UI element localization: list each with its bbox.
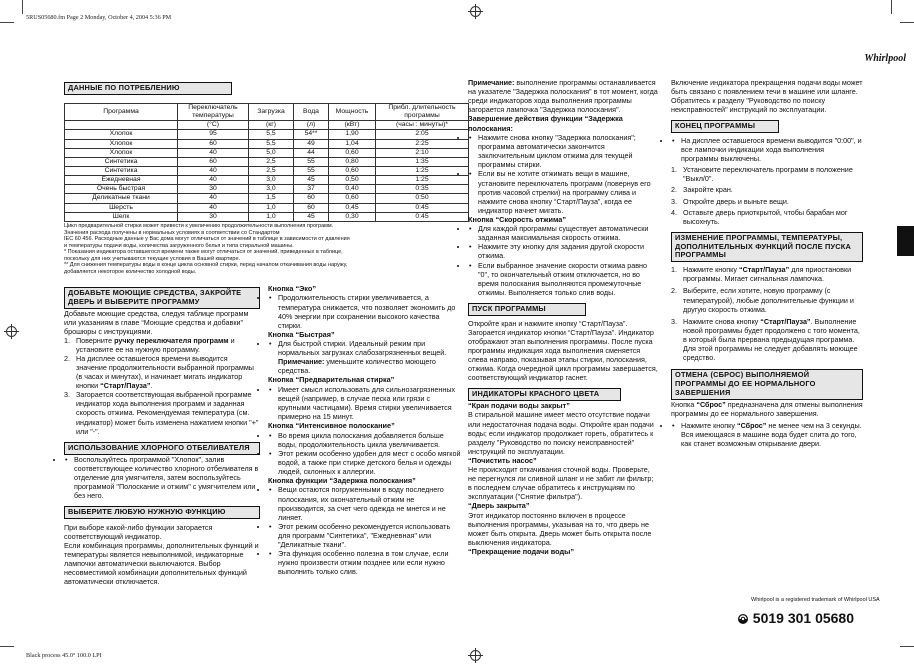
list-item: • • Нажмите эту кнопку для задания другой скорости отжима. bbox=[468, 242, 658, 260]
table-cell: 0:50 bbox=[376, 194, 469, 203]
table-note: Цикл предварительной стирки может привести к увеличению продолжительности выполнения программ. bbox=[64, 222, 334, 229]
trademark-note: Whirlpool is a registered trademark of Whirlpool USA bbox=[751, 597, 880, 603]
step-number: 2. bbox=[64, 354, 70, 364]
step-text: Откройте дверь и выньте вещи. bbox=[683, 196, 789, 206]
table-note: IEC 60 456. Расходные данные у Вас дома могут отличаться от значений в таблице в зависимости от давления bbox=[64, 236, 350, 243]
unit-cell bbox=[65, 121, 178, 130]
table-cell: 0,60 bbox=[329, 194, 376, 203]
spin-speed-heading: Кнопка “Скорость отжима” bbox=[468, 214, 566, 224]
column-3 bbox=[468, 78, 658, 557]
function-text: При выборе какой-либо функции загорается соответствующий индикатор. bbox=[64, 522, 213, 541]
table-cell: 54** bbox=[294, 130, 329, 139]
table-cell: 40 bbox=[178, 166, 249, 175]
table-cell: 0:35 bbox=[376, 185, 469, 194]
table-cell: 2:10 bbox=[376, 148, 469, 157]
table-cell: Синтетика bbox=[65, 166, 178, 175]
note-label: Примечание: bbox=[468, 78, 515, 87]
red-indicators-title: ИНДИКАТОРЫ КРАСНОГО ЦВЕТА bbox=[468, 388, 621, 401]
step-text: На дисплее оставшегося времени выводится значение продолжительности выбранной программы (в часах и минутах), и начинает мигать индикатор кнопки bbox=[76, 354, 254, 391]
program-steps bbox=[64, 336, 260, 436]
table-cell: 0,50 bbox=[329, 176, 376, 185]
crop-mark bbox=[22, 0, 23, 14]
step-text: Поверните bbox=[76, 335, 115, 345]
step-text: и установите ее на нужную программу. bbox=[76, 335, 235, 354]
table-row bbox=[65, 166, 469, 175]
print-footer: Black process 45.0° 100.0 LPI bbox=[26, 652, 102, 659]
table-cell: Деликатные ткани bbox=[65, 194, 178, 203]
program-section-title: ДОБАВЬТЕ МОЮЩИЕ СРЕДСТВА, ЗАКРОЙТЕ ДВЕРЬ И ВЫБЕРИТЕ ПРОГРАММУ bbox=[64, 287, 260, 309]
print-header: 5RUS05680.fm Page 2 Monday, October 4, 2004 5:36 PM bbox=[26, 14, 172, 21]
note-text: выполнение программы останавливается на указателе "Задержка полоскания" в тот момент, когда среди индикаторов хода выполнения программы загорается лампочка "Задержка полоскания". bbox=[468, 78, 658, 115]
table-cell: 5,5 bbox=[249, 139, 294, 148]
table-cell: 55 bbox=[294, 157, 329, 166]
table-cell: 2,5 bbox=[249, 166, 294, 175]
list-item: • • Если выбранное значение скорости отжима равно "0", то окончательный отжим отключается, но во время полоскания выполняются промежуточные отжимы. Выполняется только слив воды. bbox=[468, 261, 658, 297]
list-item bbox=[671, 185, 863, 194]
table-note: и температуры подачи воды, количества загруженного белья и типа стиральной машины. bbox=[64, 242, 294, 249]
prewash-heading: Кнопка “Предварительная стирка” bbox=[268, 375, 395, 385]
column-1 bbox=[64, 287, 260, 586]
table-cell: Шерсть bbox=[65, 203, 178, 212]
consumption-table bbox=[64, 103, 469, 222]
table-row bbox=[65, 130, 469, 139]
reset-text-part: Кнопка bbox=[671, 399, 697, 409]
table-cell: 3,0 bbox=[249, 185, 294, 194]
eco-heading: Кнопка “Эко” bbox=[268, 284, 316, 293]
item-text: Нажмите кнопку bbox=[681, 420, 737, 430]
table-cell: 60 bbox=[294, 194, 329, 203]
table-body bbox=[65, 130, 469, 222]
crop-mark bbox=[900, 22, 914, 23]
step-number: 4. bbox=[671, 207, 677, 217]
table-row bbox=[65, 203, 469, 212]
list-item: • • Воспользуйтесь программой "Хлопок", залив соответствующее количество хлорного отбеливателя в отделение для умягчителя, затем воспользуйтесь программой "Полоскание и отжим" с умягчителем или без него. bbox=[64, 455, 260, 500]
registration-mark bbox=[470, 650, 481, 661]
table-cell: 2:05 bbox=[376, 130, 469, 139]
step-text: Загорается соответствующая выбранной программе индикатор хода выполнения программ и заданная скорость отжима. Рекомендуемая температура (см. индикатор) может быть изменена нажатием кнопки "+" или "-". bbox=[76, 390, 259, 436]
step-bold: ручку переключателя программ bbox=[114, 335, 229, 345]
list-item bbox=[671, 421, 863, 448]
list-item: • • На дисплее оставшегося времени выводится "0:00", и все лампочки индикации хода выполнения программы выключены. bbox=[671, 136, 863, 163]
water-stop-text: Включение индикатора прекращения подачи воды может быть связано с появлением течи в машине или шланге. Обратитесь к разделу "Руководство по поиску неисправностей" инструкций по эксплуатации. bbox=[671, 78, 863, 115]
header-load: Загрузка bbox=[249, 103, 294, 120]
step-number: 1. bbox=[64, 335, 70, 345]
table-cell: 1,5 bbox=[249, 194, 294, 203]
eco-list bbox=[268, 293, 462, 329]
table-cell: 0,30 bbox=[329, 212, 376, 221]
chlorine-section-title: ИСПОЛЬЗОВАНИЕ ХЛОРНОГО ОТБЕЛИВАТЕЛЯ bbox=[64, 442, 260, 455]
list-item: • • Если вы не хотите отжимать вещи в машине, установите переключатель программ (повернув его против часовой стрелки) на программу слива и нажмите снова кнопку “Старт/Пауза”, когда ее индикатор начнет мигать. bbox=[468, 169, 658, 214]
step-text: Нажмите снова кнопку bbox=[683, 316, 761, 326]
table-row bbox=[65, 176, 469, 185]
table-cell: Ежедневная bbox=[65, 176, 178, 185]
prewash-list bbox=[268, 385, 462, 421]
rinse-list bbox=[268, 431, 462, 476]
fast-note bbox=[268, 357, 462, 375]
product-code bbox=[737, 610, 854, 626]
unit-cell: (кВт) bbox=[329, 121, 376, 130]
table-cell: 1:35 bbox=[376, 157, 469, 166]
list-item: • • Продолжительность стирки увеличивается, а температура снижается, что позволяет экономить до 40% энергии при сохранении высокого качества стирки. bbox=[268, 293, 462, 329]
table-cell: Хлопок bbox=[65, 139, 178, 148]
table-cell: 40 bbox=[178, 176, 249, 185]
step-text: Нажмите кнопку bbox=[683, 265, 739, 275]
table-cell: 0,40 bbox=[329, 185, 376, 194]
table-units-row bbox=[65, 121, 469, 130]
step-text: Выберите, если хотите, новую программу (с температурой), любые дополнительные функции и другую скорость отжима. bbox=[683, 286, 854, 314]
table-cell: 0,45 bbox=[329, 203, 376, 212]
step-bold: “Старт/Пауза” bbox=[100, 381, 151, 391]
step-text: Закройте кран. bbox=[683, 185, 733, 195]
unit-cell: (л) bbox=[294, 121, 329, 130]
table-cell: 5,0 bbox=[249, 148, 294, 157]
header-duration: Прибл. длительность программы bbox=[376, 103, 469, 120]
table-cell: 0:45 bbox=[376, 212, 469, 221]
table-cell: 30 bbox=[178, 185, 249, 194]
unit-cell: (°C) bbox=[178, 121, 249, 130]
note-text: уменьшите количество моющего средства. bbox=[278, 357, 436, 376]
list-item bbox=[64, 390, 260, 435]
list-item bbox=[671, 317, 863, 362]
list-item bbox=[64, 336, 260, 354]
item-text: не менее чем на 3 секунды. Вся имеющаяся в машине вода будет слита до того, как станет возможным открывание двери. bbox=[681, 420, 862, 448]
header-water: Вода bbox=[294, 103, 329, 120]
step-text: . bbox=[150, 381, 153, 391]
table-cell: 0,80 bbox=[329, 157, 376, 166]
table-cell: Хлопок bbox=[65, 148, 178, 157]
table-cell: 0:45 bbox=[376, 203, 469, 212]
list-item bbox=[671, 197, 863, 206]
table-cell: Шелк bbox=[65, 212, 178, 221]
list-item bbox=[671, 286, 863, 313]
table-cell: 2,5 bbox=[249, 157, 294, 166]
crop-mark bbox=[0, 22, 14, 23]
list-item: • • Эта функция особенно полезна в том случае, если нужно произвести отжим позднее или если нужно выполнить только слив. bbox=[268, 549, 462, 576]
table-cell: 40 bbox=[178, 194, 249, 203]
reset-list bbox=[671, 421, 863, 448]
table-cell: 49 bbox=[294, 139, 329, 148]
rinse-hold-end-list bbox=[468, 133, 658, 215]
table-cell: 1,90 bbox=[329, 130, 376, 139]
table-cell: 60 bbox=[294, 203, 329, 212]
table-row bbox=[65, 185, 469, 194]
list-item bbox=[671, 165, 863, 183]
table-cell: Хлопок bbox=[65, 130, 178, 139]
fast-heading: Кнопка “Быстрая” bbox=[268, 329, 335, 339]
crop-mark bbox=[0, 646, 14, 647]
list-item: • • Во время цикла полоскания добавляется больше воды, продолжительность цикла увеличивается. bbox=[268, 431, 462, 449]
table-cell: 30 bbox=[178, 212, 249, 221]
whirlpool-logo-icon bbox=[737, 613, 749, 625]
consumption-section bbox=[64, 82, 469, 276]
table-cell: 1,0 bbox=[249, 203, 294, 212]
table-cell: Синтетика bbox=[65, 157, 178, 166]
fast-list bbox=[268, 339, 462, 357]
step-text: для приостановки программы. Мигает сигнальная лампочка. bbox=[683, 265, 852, 284]
list-item bbox=[64, 354, 260, 390]
start-text: Откройте кран и нажмите кнопку “Старт/Пауза”. Загорается индикатор кнопки “Старт/Пауза”. Индикатор отображают этап выполнения программы. После пуска программы индикация хода выполнения сменяется слева направо, показывая этапы стирки, полоскания, отжима. Когда очередной цикл программы завершается, соответствующий индикатор гаснет. bbox=[468, 318, 658, 383]
pump-heading: “Почистить насос” bbox=[468, 455, 537, 465]
table-cell: Очень быстрая bbox=[65, 185, 178, 194]
registration-mark bbox=[470, 6, 481, 17]
item-bold: “Сброс” bbox=[736, 420, 767, 430]
rinse-hold-end-heading: Завершение действия функции “Задержка полоскания: bbox=[468, 114, 623, 133]
table-row bbox=[65, 157, 469, 166]
consumption-title: ДАННЫЕ ПО ПОТРЕБЛЕНИЮ bbox=[64, 82, 232, 95]
note-label: Примечание: bbox=[278, 357, 325, 367]
function-text: Если комбинация программы, дополнительных функций и температуры является невыполнимой, индикаторные лампочки автоматически выключаются. Выбор несовместимой комбинации дополнительных функций автоматически отключается. bbox=[64, 540, 259, 587]
pump-text: Не происходит откачивания сточной воды. Проверьте, не перегнулся ли сливной шланг и не забит ли фильтр; в последнем случае обратитесь к инструкциям по эксплуатации ("Снятие фильтра"). bbox=[468, 465, 654, 502]
list-item: • • Имеет смысл использовать для сильнозагрязненных вещей (например, в случае песка или грязи с крупными частицами). Время стирки увеличивается примерно на 15 минут. bbox=[268, 385, 462, 421]
rinse-hold-note bbox=[468, 78, 658, 114]
brand-logo: Whirlpool bbox=[864, 53, 906, 64]
step-number: 2. bbox=[671, 185, 677, 195]
table-cell: 5,5 bbox=[249, 130, 294, 139]
reset-bold: “Сброс” bbox=[696, 399, 726, 409]
product-code-number: 5019 301 05680 bbox=[752, 610, 854, 626]
reset-section-title: ОТМЕНА (СБРОС) ВЫПОЛНЯЕМОЙ ПРОГРАММЫ ДО ЕЕ НОРМАЛЬНОГО ЗАВЕРШЕНИЯ bbox=[671, 369, 863, 400]
unit-cell: (кг) bbox=[249, 121, 294, 130]
end-section-title: КОНЕЦ ПРОГРАММЫ bbox=[671, 120, 779, 133]
list-item: • • Для быстрой стирки. Идеальный режим при нормальных загрузках слабозагрязненных вещей. bbox=[268, 339, 462, 357]
tap-closed-heading: “Кран подачи воды закрыт” bbox=[468, 400, 570, 410]
list-item: • • Вещи остаются погруженными в воду последнего полоскания, их окончательный отжим не производится, за счет чего одежда не мнется и не линяет. bbox=[268, 485, 462, 521]
chlorine-list bbox=[64, 455, 260, 500]
list-item: • • Нажмите снова кнопку "Задержка полоскания"; программа автоматически закончится заключительным циклом отжима для текущей программы стирки. bbox=[468, 133, 658, 169]
water-stop-heading: “Прекращение подачи воды” bbox=[468, 547, 575, 557]
step-bold: “Старт/Пауза” bbox=[760, 316, 811, 326]
table-cell: 1:25 bbox=[376, 166, 469, 175]
table-row bbox=[65, 148, 469, 157]
column-4 bbox=[671, 78, 863, 448]
table-row bbox=[65, 194, 469, 203]
table-cell: 1,04 bbox=[329, 139, 376, 148]
table-notes bbox=[64, 223, 469, 276]
step-number: 1. bbox=[671, 265, 677, 275]
program-intro: Добавьте моющие средства, следуя таблице программ или указаниям в главе “Моющие средства и добавки” брошюры с инструкциями. bbox=[64, 308, 249, 336]
rinse-heading: Кнопка “Интенсивное полоскание” bbox=[268, 421, 395, 431]
step-text: . Выполнение новой программы будет продолжено с того момента, в который была прервана предыдущая программа. Для этой программы не следует добавлять моющее средство. bbox=[683, 316, 860, 362]
door-text: Этот индикатор постоянно включен в процессе выполнения программы, указывая на то, что дверь не может быть открыта. Дверь может быть открыта после выключения индикатора. bbox=[468, 510, 652, 548]
table-cell: 37 bbox=[294, 185, 329, 194]
table-cell: 44 bbox=[294, 148, 329, 157]
table-cell: 3,0 bbox=[249, 176, 294, 185]
change-steps bbox=[671, 265, 863, 362]
table-note: добавляется некоторое количество холодной воды. bbox=[64, 269, 197, 276]
change-section-title: ИЗМЕНЕНИЕ ПРОГРАММЫ, ТЕМПЕРАТУРЫ, ДОПОЛНИТЕЛЬНЫХ ФУНКЦИЙ ПОСЛЕ ПУСКА ПРОГРАММЫ bbox=[671, 232, 863, 263]
header-power: Мощность bbox=[329, 103, 376, 120]
door-heading: “Дверь закрыта” bbox=[468, 501, 530, 511]
list-item bbox=[671, 265, 863, 283]
step-number: 1. bbox=[671, 165, 677, 175]
function-section-title: ВЫБЕРИТЕ ЛЮБУЮ НУЖНУЮ ФУНКЦИЮ bbox=[64, 506, 260, 519]
table-cell: 45 bbox=[294, 176, 329, 185]
table-cell: 95 bbox=[178, 130, 249, 139]
list-item: • • Этот режим особенно рекомендуется использовать для программ "Синтетика", "Ежедневная" или "Деликатные ткани". bbox=[268, 522, 462, 549]
page-tab-marker bbox=[897, 226, 914, 256]
table-cell: 55 bbox=[294, 166, 329, 175]
table-note: поскольку для них учитываются текущие условия в Вашей квартире. bbox=[64, 255, 241, 262]
rinse-hold-list bbox=[268, 485, 462, 576]
rinse-hold-heading: Кнопка функции “Задержка полоскания” bbox=[268, 476, 416, 485]
table-cell: 45 bbox=[294, 212, 329, 221]
reset-text-part: предназначена для отмены выполнения программы до ее нормального завершения. bbox=[671, 399, 863, 418]
list-item: • • Этот режим особенно удобен для мест с особо мягкой водой, а также при стирке детского белья и одежды людей, склонных к аллергии. bbox=[268, 449, 462, 476]
table-note: ** Для снижения температуры воды в конце цикла основной стирки, перед началом откачивания воды наружу, bbox=[64, 262, 348, 269]
header-temperature: Переключатель температуры bbox=[178, 103, 249, 120]
table-cell: 0,60 bbox=[329, 148, 376, 157]
table-cell: 1:25 bbox=[376, 176, 469, 185]
spin-speed-list bbox=[468, 224, 658, 297]
table-cell: 1,0 bbox=[249, 212, 294, 221]
step-text: Оставьте дверь приоткрытой, чтобы барабан мог высохнуть. bbox=[683, 207, 848, 226]
header-program: Программа bbox=[65, 103, 178, 120]
start-section-title: ПУСК ПРОГРАММЫ bbox=[468, 303, 586, 316]
step-text: Установите переключатель программ в положение "Выкл/0". bbox=[683, 165, 853, 184]
table-cell: 2:25 bbox=[376, 139, 469, 148]
table-cell: 0,60 bbox=[329, 166, 376, 175]
table-cell: 40 bbox=[178, 203, 249, 212]
table-cell: 60 bbox=[178, 157, 249, 166]
column-2 bbox=[268, 284, 462, 576]
table-row bbox=[65, 212, 469, 221]
table-note: * Показания индикатора оставшегося времени также могут отличаться от значений, приведенных в таблице, bbox=[64, 249, 343, 256]
reset-text bbox=[671, 400, 863, 418]
step-number: 2. bbox=[671, 286, 677, 296]
step-bold: “Старт/Пауза” bbox=[738, 265, 790, 275]
table-cell: 60 bbox=[178, 139, 249, 148]
crop-mark bbox=[891, 0, 892, 14]
table-cell: 40 bbox=[178, 148, 249, 157]
unit-cell: (часы : минуты)* bbox=[376, 121, 469, 130]
table-row bbox=[65, 139, 469, 148]
list-item: • • Для каждой программы существует автоматически заданная максимальная скорость отжима. bbox=[468, 224, 658, 242]
list-item bbox=[671, 208, 863, 226]
step-number: 3. bbox=[671, 196, 677, 206]
end-steps bbox=[671, 165, 863, 225]
tap-closed-text: В стиральной машине имеет место отсутствие подачи или недостаточная подача воды. Откройте кран подачи воды; если индикатор продолжает гореть, обратитесь к разделу "Руководство по поиску неисправностей" инструкций по эксплуатации. bbox=[468, 410, 654, 456]
step-number: 3. bbox=[671, 316, 677, 326]
step-number: 3. bbox=[64, 390, 70, 400]
table-header-row bbox=[65, 103, 469, 120]
end-list bbox=[671, 136, 863, 163]
crop-mark bbox=[900, 646, 914, 647]
registration-mark bbox=[6, 326, 17, 337]
table-note: Значения расхода получены в нормальных условиях в соответствии со Стандартом bbox=[64, 229, 280, 236]
